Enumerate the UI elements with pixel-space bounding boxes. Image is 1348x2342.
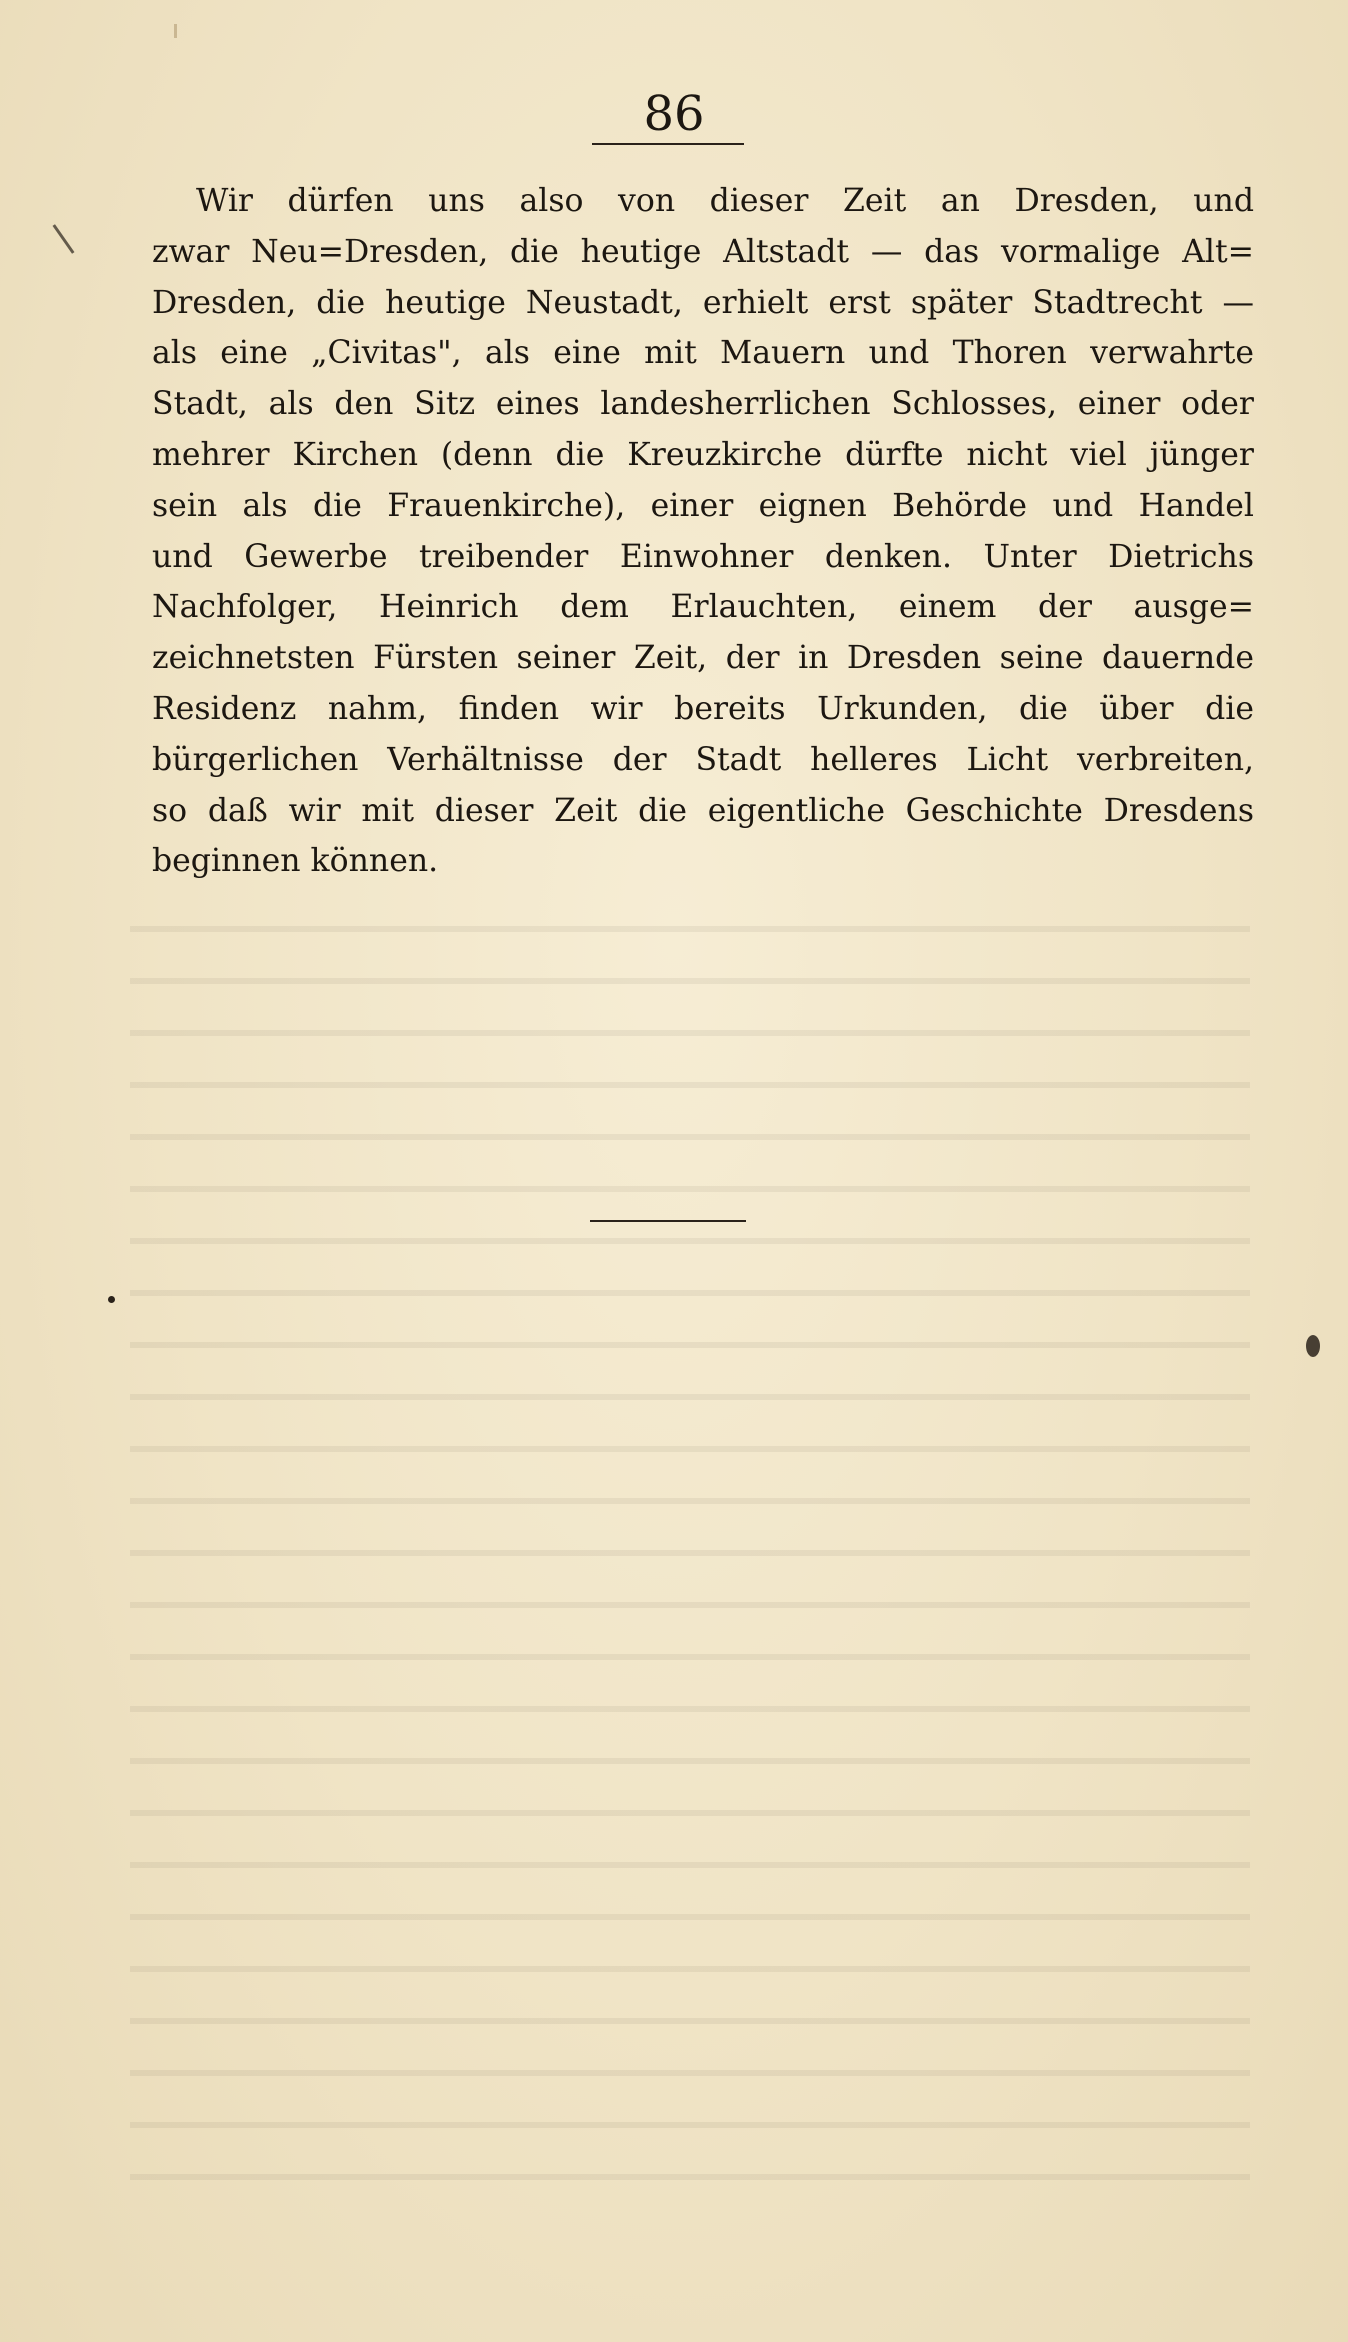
body-paragraph <box>152 176 1254 887</box>
margin-pencil-mark <box>53 224 75 254</box>
ink-blot <box>1306 1335 1320 1357</box>
text-line: Residenz nahm, finden wir bereits Urkunden, die über die <box>152 690 1254 727</box>
page-number: 86 <box>643 86 705 142</box>
ink-dot <box>108 1296 115 1303</box>
paper-speck <box>174 24 177 38</box>
text-line: sein als die Frauenkirche), einer eignen Behörde und Handel <box>152 487 1254 524</box>
text-line: Nachfolger, Heinrich dem Erlauchten, einem der ausge= <box>152 589 1254 626</box>
section-rule <box>590 1220 746 1222</box>
text-line: mehrer Kirchen (denn die Kreuzkirche dürfte nicht viel jünger <box>152 436 1254 473</box>
reverse-side-bleed-through <box>130 900 1250 2200</box>
text-line: Stadt, als den Sitz eines landesherrlichen Schlosses, einer oder <box>152 386 1254 423</box>
text-line: beginnen können. <box>152 843 439 880</box>
text-line: und Gewerbe treibender Einwohner denken. Unter Dietrichs <box>152 538 1254 575</box>
text-line: zwar Neu=Dresden, die heutige Altstadt — das vormalige Alt= <box>152 233 1254 270</box>
text-line: so daß wir mit dieser Zeit die eigentliche Geschichte Dresdens <box>152 792 1254 829</box>
text-line: Dresden, die heutige Neustadt, erhielt erst später Stadtrecht — <box>152 284 1254 321</box>
text-line: bürgerlichen Verhältnisse der Stadt helleres Licht verbreiten, <box>152 741 1254 778</box>
text-line: zeichnetsten Fürsten seiner Zeit, der in Dresden seine dauernde <box>152 640 1254 677</box>
text-line: Wir dürfen uns also von dieser Zeit an Dresden, und <box>196 183 1254 219</box>
text-line: als eine „Civitas", als eine mit Mauern und Thoren verwahrte <box>152 335 1254 372</box>
page-number-rule <box>592 143 744 145</box>
